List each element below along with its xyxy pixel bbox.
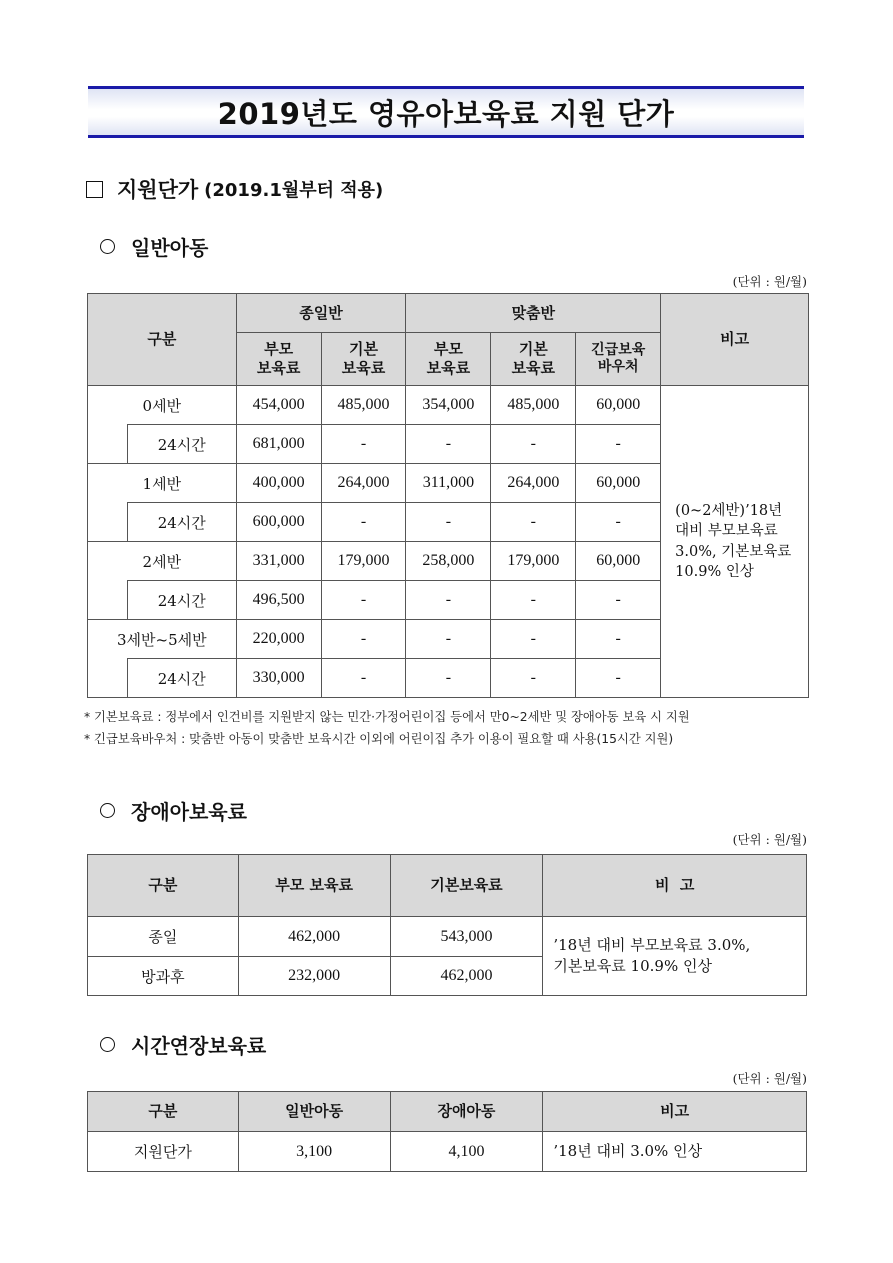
cell-value: 600,000 bbox=[236, 503, 321, 542]
cell-value: - bbox=[406, 425, 491, 464]
cell-value: - bbox=[576, 581, 661, 620]
cell-value: 179,000 bbox=[491, 542, 576, 581]
row-label: 방과후 bbox=[88, 957, 239, 996]
disabled-remarks: ’18년 대비 부모보육료 3.0%, 기본보육료 10.9% 인상 bbox=[543, 917, 807, 996]
cell-value: - bbox=[321, 503, 406, 542]
general-rate-table bbox=[87, 293, 809, 698]
header-disabled-child: 장애아동 bbox=[390, 1092, 543, 1132]
cell-value: - bbox=[576, 620, 661, 659]
note-voucher: * 긴급보육바우처 : 맞춤반 아동이 맞춤반 보육시간 이외에 어린이집 추가 이용이 필요할 때 사용(15시간 지원) bbox=[84, 732, 674, 746]
square-bullet-icon bbox=[86, 181, 103, 198]
cell-value: 264,000 bbox=[321, 464, 406, 503]
cell-value: - bbox=[491, 425, 576, 464]
section-disabled-label: 장애아보육료 bbox=[131, 800, 247, 824]
cell-value: 60,000 bbox=[576, 386, 661, 425]
row-label: 지원단가 bbox=[88, 1132, 239, 1172]
cell-value: 331,000 bbox=[236, 542, 321, 581]
section-extended-label: 시간연장보육료 bbox=[131, 1034, 267, 1058]
row-label: 24시간 bbox=[127, 425, 236, 464]
cell-value: - bbox=[321, 659, 406, 698]
cell-value: 179,000 bbox=[321, 542, 406, 581]
header-basic-fee: 기본 보육료 bbox=[321, 333, 406, 386]
cell-value: 462,000 bbox=[238, 917, 390, 957]
indent-spacer bbox=[88, 425, 128, 464]
note-basic-fee: * 기본보육료 : 정부에서 인건비를 지원받지 않는 민간·가정어린이집 등에서 만0~2세반 및 장애아동 보육 시 지원 bbox=[84, 710, 690, 724]
general-notes bbox=[84, 706, 690, 750]
row-label: 종일 bbox=[88, 917, 239, 957]
section-general bbox=[100, 232, 208, 261]
cell-value: 258,000 bbox=[406, 542, 491, 581]
table-row bbox=[88, 917, 807, 957]
header-category: 구분 bbox=[88, 294, 237, 386]
row-label: 3세반~5세반 bbox=[88, 620, 237, 659]
header-custom: 맞춤반 bbox=[406, 294, 661, 333]
row-label: 24시간 bbox=[127, 503, 236, 542]
cell-value: - bbox=[321, 425, 406, 464]
cell-value: 311,000 bbox=[406, 464, 491, 503]
circle-bullet-icon bbox=[100, 239, 115, 254]
cell-value: - bbox=[576, 659, 661, 698]
header-voucher: 긴급보육 바우처 bbox=[576, 333, 661, 386]
section-general-label: 일반아동 bbox=[131, 236, 209, 260]
header-parent-fee: 부모 보육료 bbox=[238, 855, 390, 917]
cell-value: - bbox=[491, 581, 576, 620]
unit-label-disabled: (단위 : 원/월) bbox=[732, 832, 807, 847]
section-extended bbox=[100, 1030, 266, 1059]
cell-value: 3,100 bbox=[238, 1132, 390, 1172]
header-general-child: 일반아동 bbox=[238, 1092, 390, 1132]
cell-value: 220,000 bbox=[236, 620, 321, 659]
header-parent-fee: 부모 보육료 bbox=[406, 333, 491, 386]
circle-bullet-icon bbox=[100, 803, 115, 818]
cell-value: 496,500 bbox=[236, 581, 321, 620]
unit-label-general: (단위 : 원/월) bbox=[732, 274, 807, 289]
header-basic-fee: 기본 보육료 bbox=[491, 333, 576, 386]
section-support-rates bbox=[86, 174, 383, 204]
header-remarks: 비고 bbox=[543, 1092, 807, 1132]
cell-value: 681,000 bbox=[236, 425, 321, 464]
cell-value: - bbox=[491, 503, 576, 542]
section-support-rates-sub: (2019.1월부터 적용) bbox=[204, 180, 384, 201]
section-support-rates-label: 지원단가 bbox=[117, 178, 199, 202]
cell-value: - bbox=[321, 620, 406, 659]
cell-value: 354,000 bbox=[406, 386, 491, 425]
row-label: 1세반 bbox=[88, 464, 237, 503]
document-title: 2019년도 영유아보육료 지원 단가 bbox=[217, 96, 675, 131]
circle-bullet-icon bbox=[100, 1037, 115, 1052]
header-basic-fee: 기본보육료 bbox=[390, 855, 543, 917]
cell-value: 60,000 bbox=[576, 542, 661, 581]
cell-value: - bbox=[491, 659, 576, 698]
cell-value: 232,000 bbox=[238, 957, 390, 996]
row-label: 24시간 bbox=[127, 659, 236, 698]
disabled-rate-table bbox=[87, 854, 807, 996]
table-row bbox=[88, 386, 809, 425]
cell-value: - bbox=[406, 581, 491, 620]
cell-value: - bbox=[406, 620, 491, 659]
indent-spacer bbox=[88, 581, 128, 620]
header-full-day: 종일반 bbox=[236, 294, 406, 333]
header-remarks: 비고 bbox=[661, 294, 809, 386]
cell-value: - bbox=[406, 659, 491, 698]
cell-value: 462,000 bbox=[390, 957, 543, 996]
section-disabled bbox=[100, 796, 247, 825]
row-label: 24시간 bbox=[127, 581, 236, 620]
cell-value: - bbox=[406, 503, 491, 542]
cell-value: 264,000 bbox=[491, 464, 576, 503]
indent-spacer bbox=[88, 503, 128, 542]
cell-value: - bbox=[491, 620, 576, 659]
cell-value: - bbox=[321, 581, 406, 620]
cell-value: - bbox=[576, 425, 661, 464]
cell-value: 454,000 bbox=[236, 386, 321, 425]
extended-remarks: ’18년 대비 3.0% 인상 bbox=[543, 1132, 807, 1172]
cell-value: - bbox=[576, 503, 661, 542]
general-remarks: (0~2세반)’18년 대비 부모보육료 3.0%, 기본보육료 10.9% 인상 bbox=[661, 386, 809, 698]
table-row bbox=[88, 1132, 807, 1172]
cell-value: 330,000 bbox=[236, 659, 321, 698]
cell-value: 400,000 bbox=[236, 464, 321, 503]
header-category: 구분 bbox=[88, 1092, 239, 1132]
header-parent-fee: 부모 보육료 bbox=[236, 333, 321, 386]
header-category: 구분 bbox=[88, 855, 239, 917]
document-title-box bbox=[88, 86, 804, 138]
indent-spacer bbox=[88, 659, 128, 698]
cell-value: 4,100 bbox=[390, 1132, 543, 1172]
cell-value: 485,000 bbox=[321, 386, 406, 425]
row-label: 0세반 bbox=[88, 386, 237, 425]
cell-value: 543,000 bbox=[390, 917, 543, 957]
cell-value: 485,000 bbox=[491, 386, 576, 425]
extended-rate-table bbox=[87, 1091, 807, 1172]
header-remarks: 비 고 bbox=[543, 855, 807, 917]
unit-label-extended: (단위 : 원/월) bbox=[732, 1071, 807, 1086]
row-label: 2세반 bbox=[88, 542, 237, 581]
cell-value: 60,000 bbox=[576, 464, 661, 503]
